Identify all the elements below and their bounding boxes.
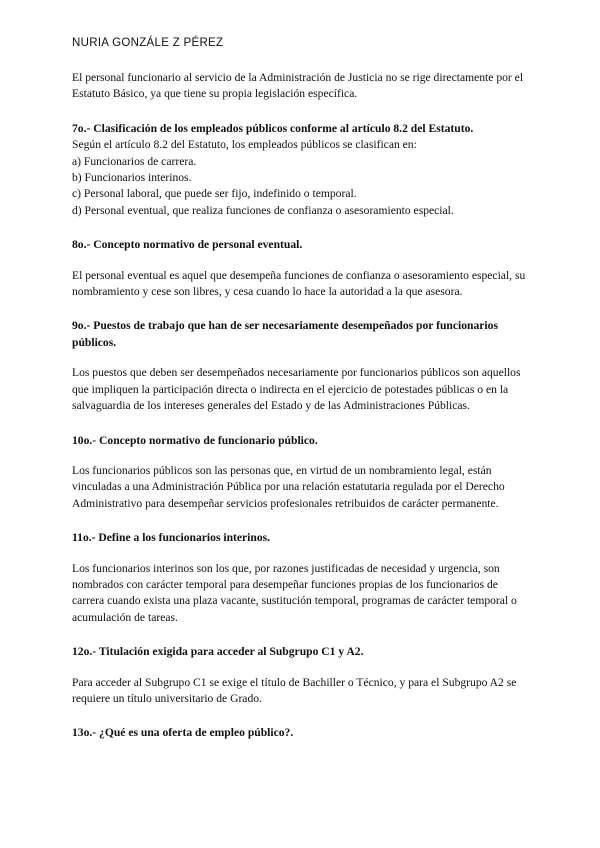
question-9-answer: Los puestos que deben ser desempeñados necesariamente por funcionarios públicos son aquellos que impliquen la participación directa o indirecta en el ejercicio de potestades públicas o en la salvaguardia de los intereses generales del Estado y de las Administraciones Públicas.	[72, 366, 521, 413]
question-12-heading: 12o.- Titulación exigida para acceder al Subgrupo C1 y A2.	[72, 645, 364, 659]
question-7-lead: Según el artículo 8.2 del Estatuto, los empleados públicos se clasifican en:	[72, 138, 417, 152]
question-7-item-c: c) Personal laboral, que puede ser fijo, indefinido o temporal.	[72, 187, 357, 201]
question-8-heading: 8o.- Concepto normativo de personal eventual.	[72, 238, 303, 252]
question-12-answer: Para acceder al Subgrupo C1 se exige el título de Bachiller o Técnico, y para el Subgrupo A2 se requiere un título universitario de Grado.	[72, 675, 517, 705]
question-7-item-a: a) Funcionarios de carrera.	[72, 154, 197, 168]
question-11-answer: Los funcionarios interinos son los que, por razones justificadas de necesidad y urgencia, son nombrados con carácter temporal para desempeñar funciones propias de los funcionarios de carrera cuando exista una plaza vacante, sustitución temporal, programas de carácter temporal o acumulación de tareas.	[72, 561, 517, 624]
question-10-answer: Los funcionarios públicos son las personas que, en virtud de un nombramiento legal, están vinculadas a una Administración Pública por una relación estatutaria regulada por el Derecho Administrativo para desempeñar servicios profesionales retribuidos de carácter permanente.	[72, 463, 505, 510]
question-8-answer: El personal eventual es aquel que desempeña funciones de confianza o asesoramiento especial, su nombramiento y cese son libres, y cesa cuando lo hace la autoridad a la que asesora.	[72, 268, 526, 299]
document-body	[72, 70, 532, 742]
question-11-heading: 11o.- Define a los funcionarios interinos.	[72, 531, 271, 545]
author-header: NURIA GONZÁLE Z PÉREZ	[72, 37, 224, 49]
intro-paragraph: El personal funcionario al servicio de la Administración de Justicia no se rige directamente por el Estatuto Básico, ya que tiene su propia legislación específica.	[72, 71, 524, 101]
question-10-heading: 10o.- Concepto normativo de funcionario público.	[72, 433, 318, 447]
question-7-item-d: d) Personal eventual, que realiza funciones de confianza o asesoramiento especial.	[72, 203, 454, 217]
question-7-item-b: b) Funcionarios interinos.	[72, 171, 192, 185]
question-9-heading: 9o.- Puestos de trabajo que han de ser necesariamente desempeñados por funcionarios públicos.	[72, 319, 498, 349]
question-13-heading: 13o.- ¿Qué es una oferta de empleo público?.	[72, 726, 294, 740]
question-7-heading: 7o.- Clasificación de los empleados públicos conforme al artículo 8.2 del Estatuto.	[72, 121, 474, 135]
